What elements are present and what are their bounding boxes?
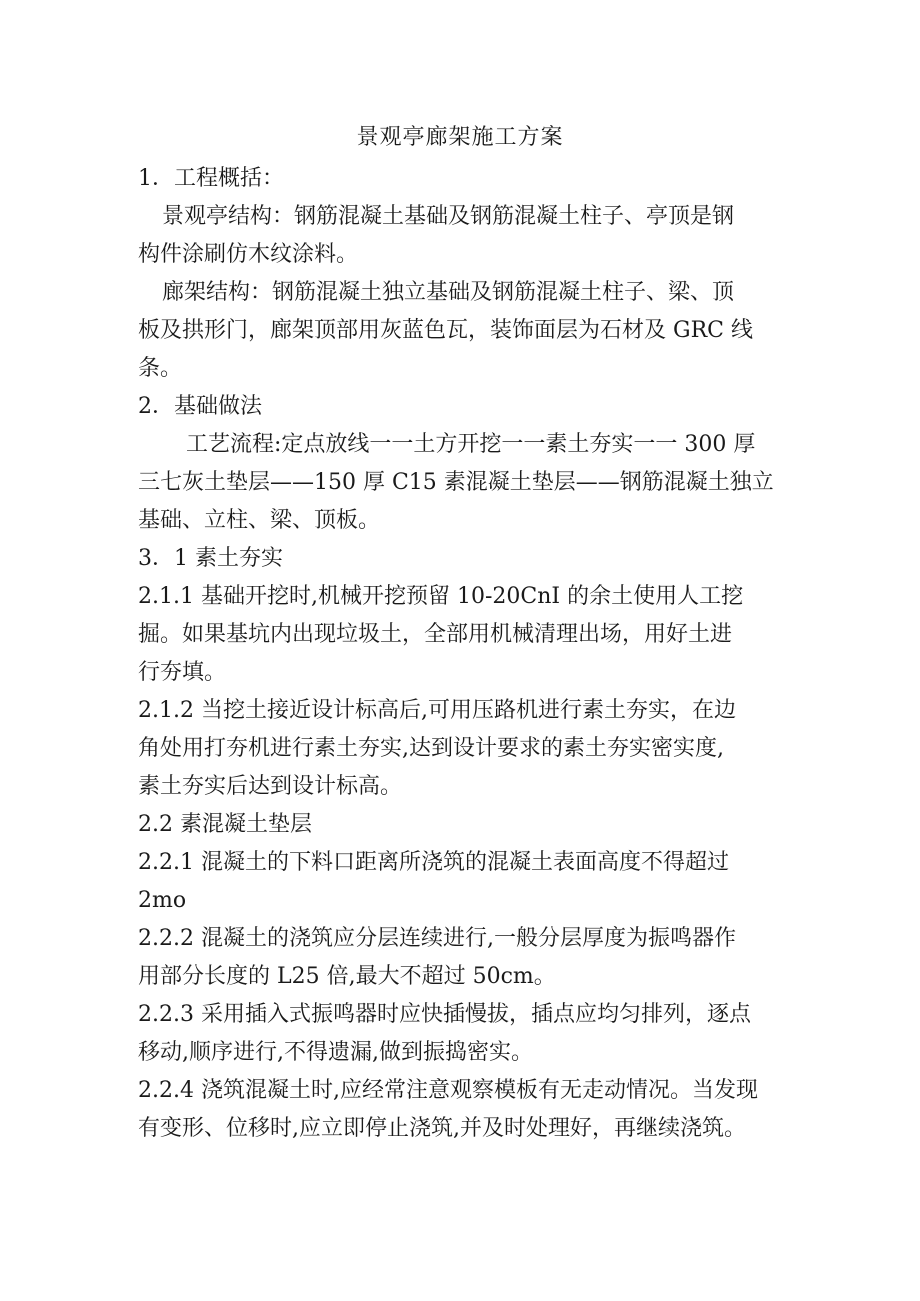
- body-line: 构件涂刷仿木纹涂料。: [138, 242, 359, 267]
- body-line: 掘。如果基坑内出现垃圾土，全部用机械清理出场，用好土进: [138, 622, 733, 647]
- body-line: 角处用打夯机进行素土夯实,达到设计要求的素土夯实密实度,: [138, 736, 724, 761]
- body-line: 三七灰土垫层——150 厚 C15 素混凝土垫层——钢筋混凝土独立: [138, 470, 774, 495]
- body-line: 2.2.1 混凝土的下料口距离所浇筑的混凝土表面高度不得超过: [138, 850, 729, 875]
- document-body: [138, 160, 798, 1148]
- body-line: 素土夯实后达到设计标高。: [138, 774, 403, 799]
- document-title: 景观亭廊架施工方案: [356, 125, 564, 150]
- body-line: 行夯填。: [138, 660, 227, 685]
- body-line: 用部分长度的 L25 倍,最大不超过 50cm。: [138, 964, 556, 989]
- body-line: 2mo: [138, 888, 187, 913]
- body-line: 2.2.3 采用插入式振鸣器时应快插慢拔，插点应均匀排列，逐点: [138, 1002, 751, 1027]
- body-line: 2.2.4 浇筑混凝土时,应经常注意观察模板有无走动情况。当发现: [138, 1078, 758, 1103]
- body-line: 景观亭结构：钢筋混凝土基础及钢筋混凝土柱子、亭顶是钢: [162, 204, 735, 229]
- section-heading-2: 2．基础做法: [138, 394, 262, 419]
- body-line: 工艺流程:定点放线一一土方开挖一一素土夯实一一 300 厚: [186, 432, 756, 457]
- body-line: 板及拱形门，廊架顶部用灰蓝色瓦，装饰面层为石材及 GRC 线: [138, 318, 753, 343]
- body-line: 条。: [138, 356, 183, 381]
- body-line: 有变形、位移时,应立即停止浇筑,并及时处理好，再继续浇筑。: [138, 1116, 746, 1141]
- body-line: 2.1.1 基础开挖时,机械开挖预留 10-20CnI 的余土使用人工挖: [138, 584, 744, 609]
- section-heading-1: 1．工程概括：: [138, 166, 284, 191]
- body-line: 基础、立柱、梁、顶板。: [138, 508, 381, 533]
- body-line: 2.1.2 当挖土接近设计标高后,可用压路机进行素土夯实，在边: [138, 698, 736, 723]
- subsection-heading: 2.2 素混凝土垫层: [138, 812, 312, 837]
- body-line: 移动,顺序进行,不得遗漏,做到振捣密实。: [138, 1040, 533, 1065]
- subsection-heading: 3．1 素土夯实: [138, 546, 283, 571]
- body-line: 廊架结构：钢筋混凝土独立基础及钢筋混凝土柱子、梁、顶: [162, 280, 735, 305]
- body-line: 2.2.2 混凝土的浇筑应分层连续进行,一般分层厚度为振鸣器作: [138, 926, 736, 951]
